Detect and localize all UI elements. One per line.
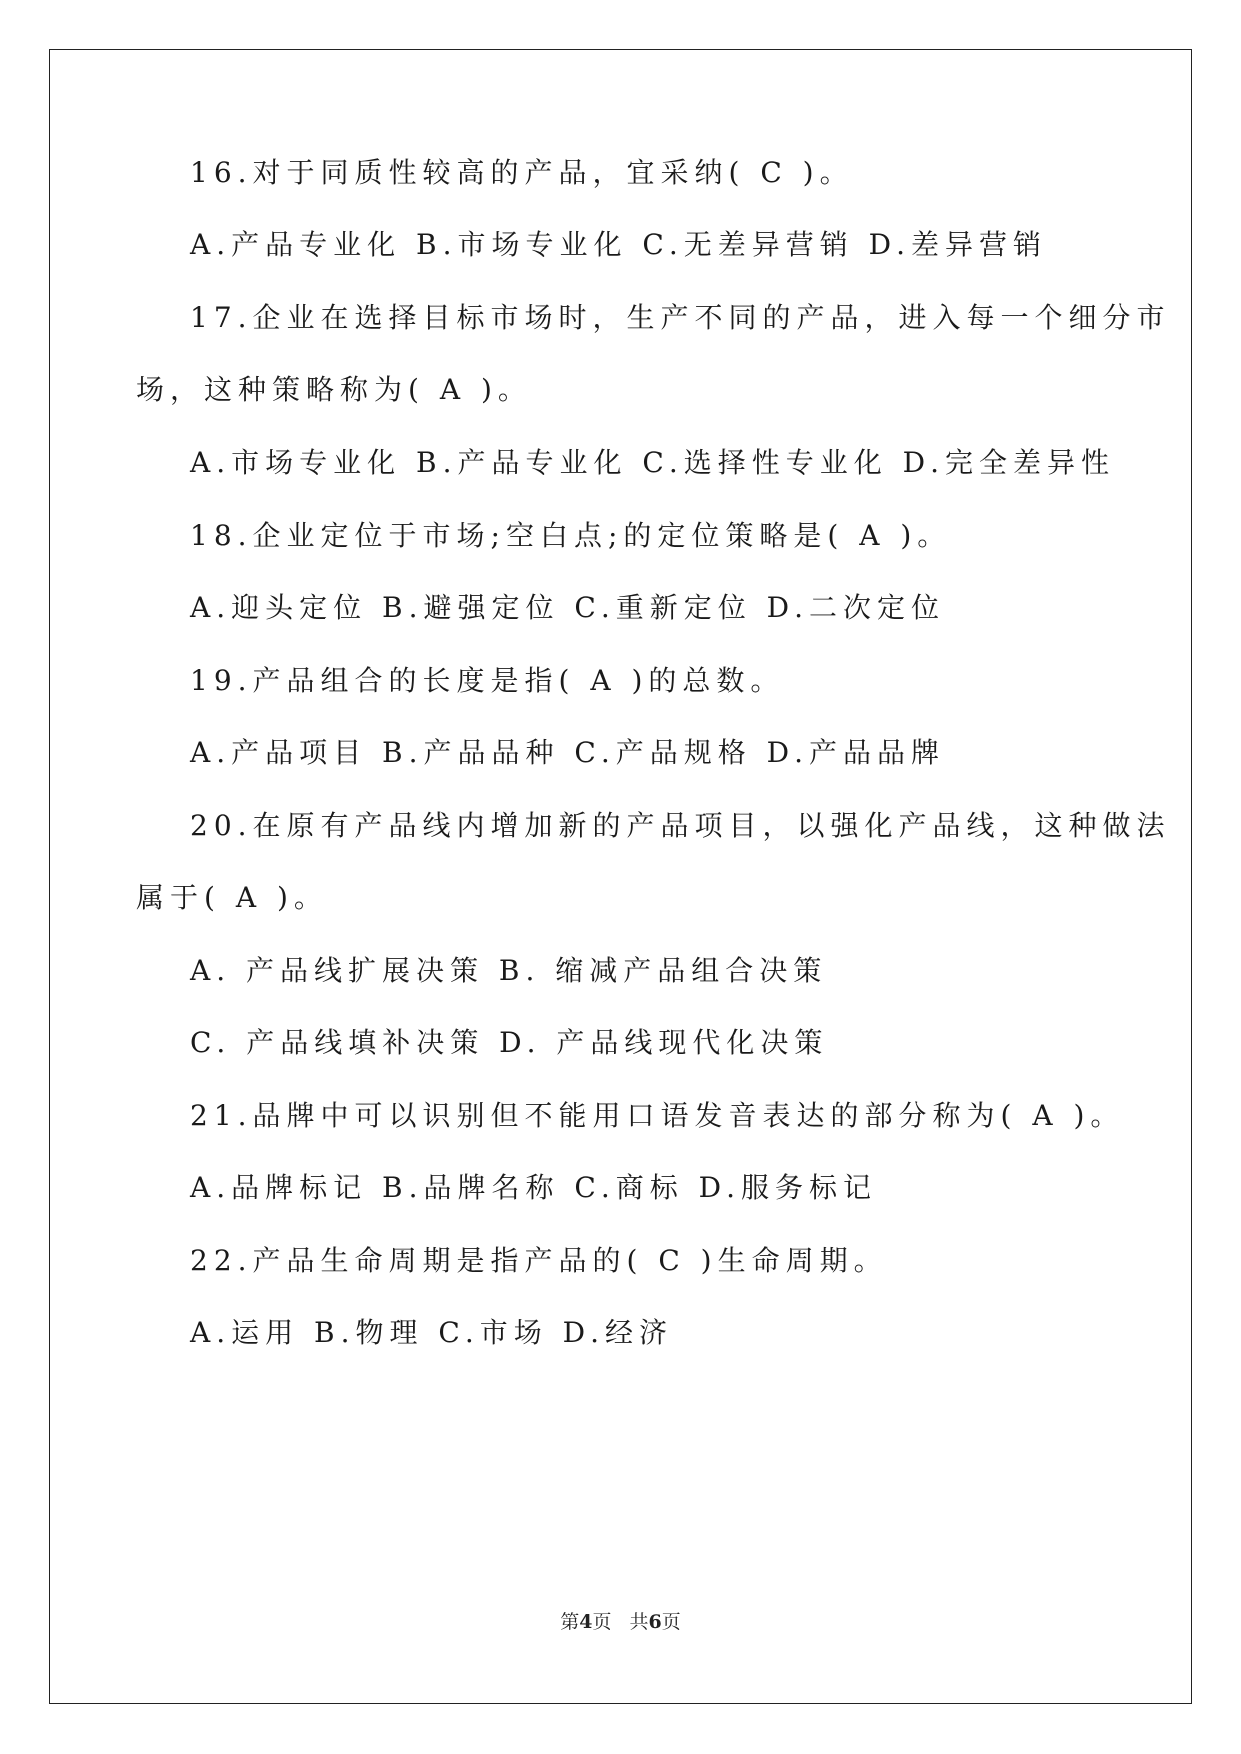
question-22-options: A.运用 B.物理 C.市场 D.经济: [190, 1316, 673, 1349]
question-18: 18.企业定位于市场;空白点;的定位策略是( A )。: [190, 519, 952, 552]
footer-prefix: 第: [560, 1611, 580, 1633]
question-16: 16.对于同质性较高的产品，宜采纳( C )。: [190, 156, 854, 189]
question-19: 19.产品组合的长度是指( A )的总数。: [190, 664, 785, 697]
question-17-options: A.市场专业化 B.产品专业化 C.选择性专业化 D.完全差异性: [190, 446, 1115, 479]
question-17-continued: 场，这种策略称为( A )。: [136, 373, 532, 406]
question-17: 17.企业在选择目标市场时，生产不同的产品，进入每一个细分市: [190, 301, 1171, 334]
footer-suffix: 页: [661, 1611, 681, 1633]
question-20-options-cd: C. 产品线填补决策 D. 产品线现代化决策: [190, 1026, 829, 1059]
question-18-options: A.迎头定位 B.避强定位 C.重新定位 D.二次定位: [190, 591, 945, 624]
footer-current-page: 4: [579, 1611, 593, 1633]
question-22: 22.产品生命周期是指产品的( C )生命周期。: [190, 1244, 888, 1277]
question-21-options: A.品牌标记 B.品牌名称 C.商标 D.服务标记: [190, 1171, 877, 1204]
footer-mid: 页: [592, 1611, 612, 1633]
question-19-options: A.产品项目 B.产品品种 C.产品规格 D.产品品牌: [190, 736, 945, 769]
page-border: [49, 49, 1192, 1704]
footer-total-prefix: 共: [629, 1611, 649, 1633]
question-20-continued: 属于( A )。: [136, 881, 328, 914]
question-21: 21.品牌中可以识别但不能用口语发音表达的部分称为( A )。: [190, 1099, 1125, 1132]
footer-total-pages: 6: [648, 1611, 662, 1633]
page-footer: [0, 1610, 1241, 1634]
question-20: 20.在原有产品线内增加新的产品项目，以强化产品线，这种做法: [190, 809, 1171, 842]
question-16-options: A.产品专业化 B.市场专业化 C.无差异营销 D.差异营销: [190, 228, 1047, 261]
question-20-options-ab: A. 产品线扩展决策 B. 缩减产品组合决策: [190, 954, 828, 987]
